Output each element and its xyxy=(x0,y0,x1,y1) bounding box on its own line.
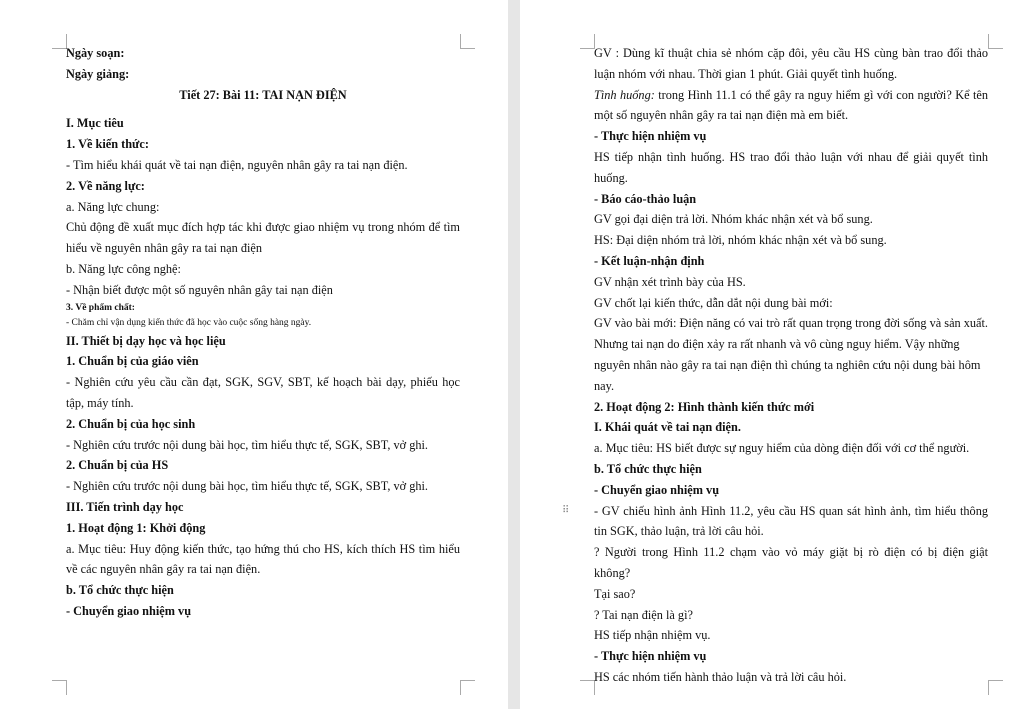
heading-line: - Chuyển giao nhiệm vụ xyxy=(66,603,192,618)
text-line: tin SGK, thảo luận, trả lời câu hỏi. xyxy=(594,524,764,539)
text-line: ? Người trong Hình 11.2 chạm vào vỏ máy giặt bị rò điện có bị điện giật không? xyxy=(594,545,988,580)
text-line: huống. xyxy=(594,170,628,185)
text-line: Nhưng tai nạn do điện xảy ra rất nhanh và vô cùng nguy hiểm. Vậy những xyxy=(594,337,960,352)
page-text-body[interactable] xyxy=(594,43,988,688)
text-line: - Nghiên cứu trước nội dung bài học, tìm hiểu thực tế, SGK, SBT, vở ghi. xyxy=(66,437,429,452)
italic-lead: Tình huống: xyxy=(594,87,655,102)
margin-corner-mark xyxy=(52,680,67,695)
margin-corner-mark xyxy=(52,34,67,49)
text-line: một số nguyên nhân gây ra tai nạn điện mà em biết. xyxy=(594,108,849,123)
text-line: HS tiếp nhận tình huống. HS trao đổi thảo luận với nhau để giải quyết tình xyxy=(594,149,988,164)
heading-line: II. Thiết bị dạy học và học liệu xyxy=(66,333,226,348)
text-line: - Nghiên cứu trước nội dung bài học, tìm hiểu thực tế, SGK, SBT, vở ghi. xyxy=(66,479,429,494)
margin-corner-mark xyxy=(580,34,595,49)
heading-line: 2. Hoạt động 2: Hình thành kiến thức mới xyxy=(594,399,815,414)
text-line: - GV chiếu hình ảnh Hình 11.2, yêu cầu HS quan sát hình ảnh, tìm hiểu thông xyxy=(594,503,988,518)
text-line: - Chăm chỉ vận dụng kiến thức đã học vào cuộc sống hàng ngày. xyxy=(66,317,312,328)
text-line: luận nhóm với nhau. Thời gian 1 phút. Giải quyết tình huống. xyxy=(594,66,898,81)
text-line: tập, máy tính. xyxy=(66,395,134,410)
heading-line: b. Tổ chức thực hiện xyxy=(66,583,174,598)
heading-line: 2. Chuẩn bị của HS xyxy=(66,458,169,473)
text-line: Chủ động đề xuất mục đích hợp tác khi được giao nhiệm vụ trong nhóm để tìm xyxy=(66,220,460,235)
text-line: a. Năng lực chung: xyxy=(66,199,160,214)
heading-line: - Báo cáo-thảo luận xyxy=(594,191,697,206)
heading-line: - Thực hiện nhiệm vụ xyxy=(594,129,707,144)
heading-line: 3. Về phẩm chất: xyxy=(66,302,135,313)
text-line: a. Mục tiêu: Huy động kiến thức, tạo hứng thú cho HS, kích thích HS tìm hiểu xyxy=(66,541,460,556)
document-page-right xyxy=(520,0,1032,709)
text-line: về các nguyên nhân gây ra tai nạn điện. xyxy=(66,562,261,577)
heading-line: - Kết luận-nhận định xyxy=(594,253,705,268)
page-gutter xyxy=(508,0,520,709)
text-line: a. Mục tiêu: HS biết được sự nguy hiểm của dòng điện đối với cơ thể người. xyxy=(594,441,970,456)
heading-line: - Chuyển giao nhiệm vụ xyxy=(594,482,720,497)
heading-line: III. Tiến trình dạy học xyxy=(66,499,184,514)
heading-line: 2. Chuẩn bị của học sinh xyxy=(66,416,196,431)
page-text-body[interactable] xyxy=(66,43,460,622)
text-line: HS tiếp nhận nhiệm vụ. xyxy=(594,628,711,643)
heading-line: Ngày giảng: xyxy=(66,66,130,81)
text-line: GV vào bài mới: Điện năng có vai trò rất quan trọng trong đời sống và sản xuất. xyxy=(594,316,988,331)
text-line: GV : Dùng kĩ thuật chia sẻ nhóm cặp đôi, yêu cầu HS cùng bàn trao đổi thảo xyxy=(594,46,988,60)
heading-line: I. Khái quát về tai nạn điện. xyxy=(594,420,741,435)
margin-corner-mark xyxy=(988,680,1003,695)
text-line: hiểu về nguyên nhân gây ra tai nạn điện xyxy=(66,241,262,256)
heading-line: 1. Hoạt động 1: Khởi động xyxy=(66,520,206,535)
text-line: Tại sao? xyxy=(594,586,636,601)
document-page-left xyxy=(0,0,508,709)
heading-line: - Thực hiện nhiệm vụ xyxy=(594,649,707,664)
heading-line: 1. Chuẩn bị của giáo viên xyxy=(66,354,199,369)
text-line: - Nhận biết được một số nguyên nhân gây tai nạn điện xyxy=(66,282,333,297)
heading-line: 2. Về năng lực: xyxy=(66,178,145,193)
text-line: GV gọi đại diện trả lời. Nhóm khác nhận xét và bổ sung. xyxy=(594,212,873,227)
text-line: GV nhận xét trình bày của HS. xyxy=(594,274,746,289)
text-line: ? Tai nạn điện là gì? xyxy=(594,607,693,622)
text-line: nguyên nhân nào gây ra tai nạn điện thì chúng ta nghiên cứu nội dung bài hôm xyxy=(594,357,981,372)
text-line: GV chốt lại kiến thức, dẫn dắt nội dung bài mới: xyxy=(594,295,833,310)
text-line: - Tìm hiểu khái quát về tai nạn điện, nguyên nhân gây ra tai nạn điện. xyxy=(66,157,408,172)
text-line: Tình huống: trong Hình 11.1 có thể gây ra nguy hiểm gì với con người? Kể tên xyxy=(594,87,989,102)
heading-line: I. Mục tiêu xyxy=(66,116,124,131)
text-line: nay. xyxy=(594,378,615,393)
text-line: HS: Đại diện nhóm trả lời, nhóm khác nhận xét và bổ sung. xyxy=(594,233,887,248)
margin-corner-mark xyxy=(460,34,475,49)
margin-corner-mark xyxy=(580,680,595,695)
text-line: HS các nhóm tiến hành thảo luận và trả lời câu hỏi. xyxy=(594,669,847,684)
text-line: b. Năng lực công nghệ: xyxy=(66,261,181,276)
drag-handle-icon[interactable]: ⠿ xyxy=(562,505,571,516)
heading-line: 1. Về kiến thức: xyxy=(66,137,149,152)
heading-line: Tiết 27: Bài 11: TAI NẠN ĐIỆN xyxy=(179,87,347,102)
text-line: - Nghiên cứu yêu cầu cần đạt, SGK, SGV, SBT, kế hoạch bài dạy, phiếu học xyxy=(66,375,460,390)
spacer xyxy=(66,105,460,113)
margin-corner-mark xyxy=(460,680,475,695)
heading-line: Ngày soạn: xyxy=(66,46,125,60)
margin-corner-mark xyxy=(988,34,1003,49)
heading-line: b. Tổ chức thực hiện xyxy=(594,461,702,476)
